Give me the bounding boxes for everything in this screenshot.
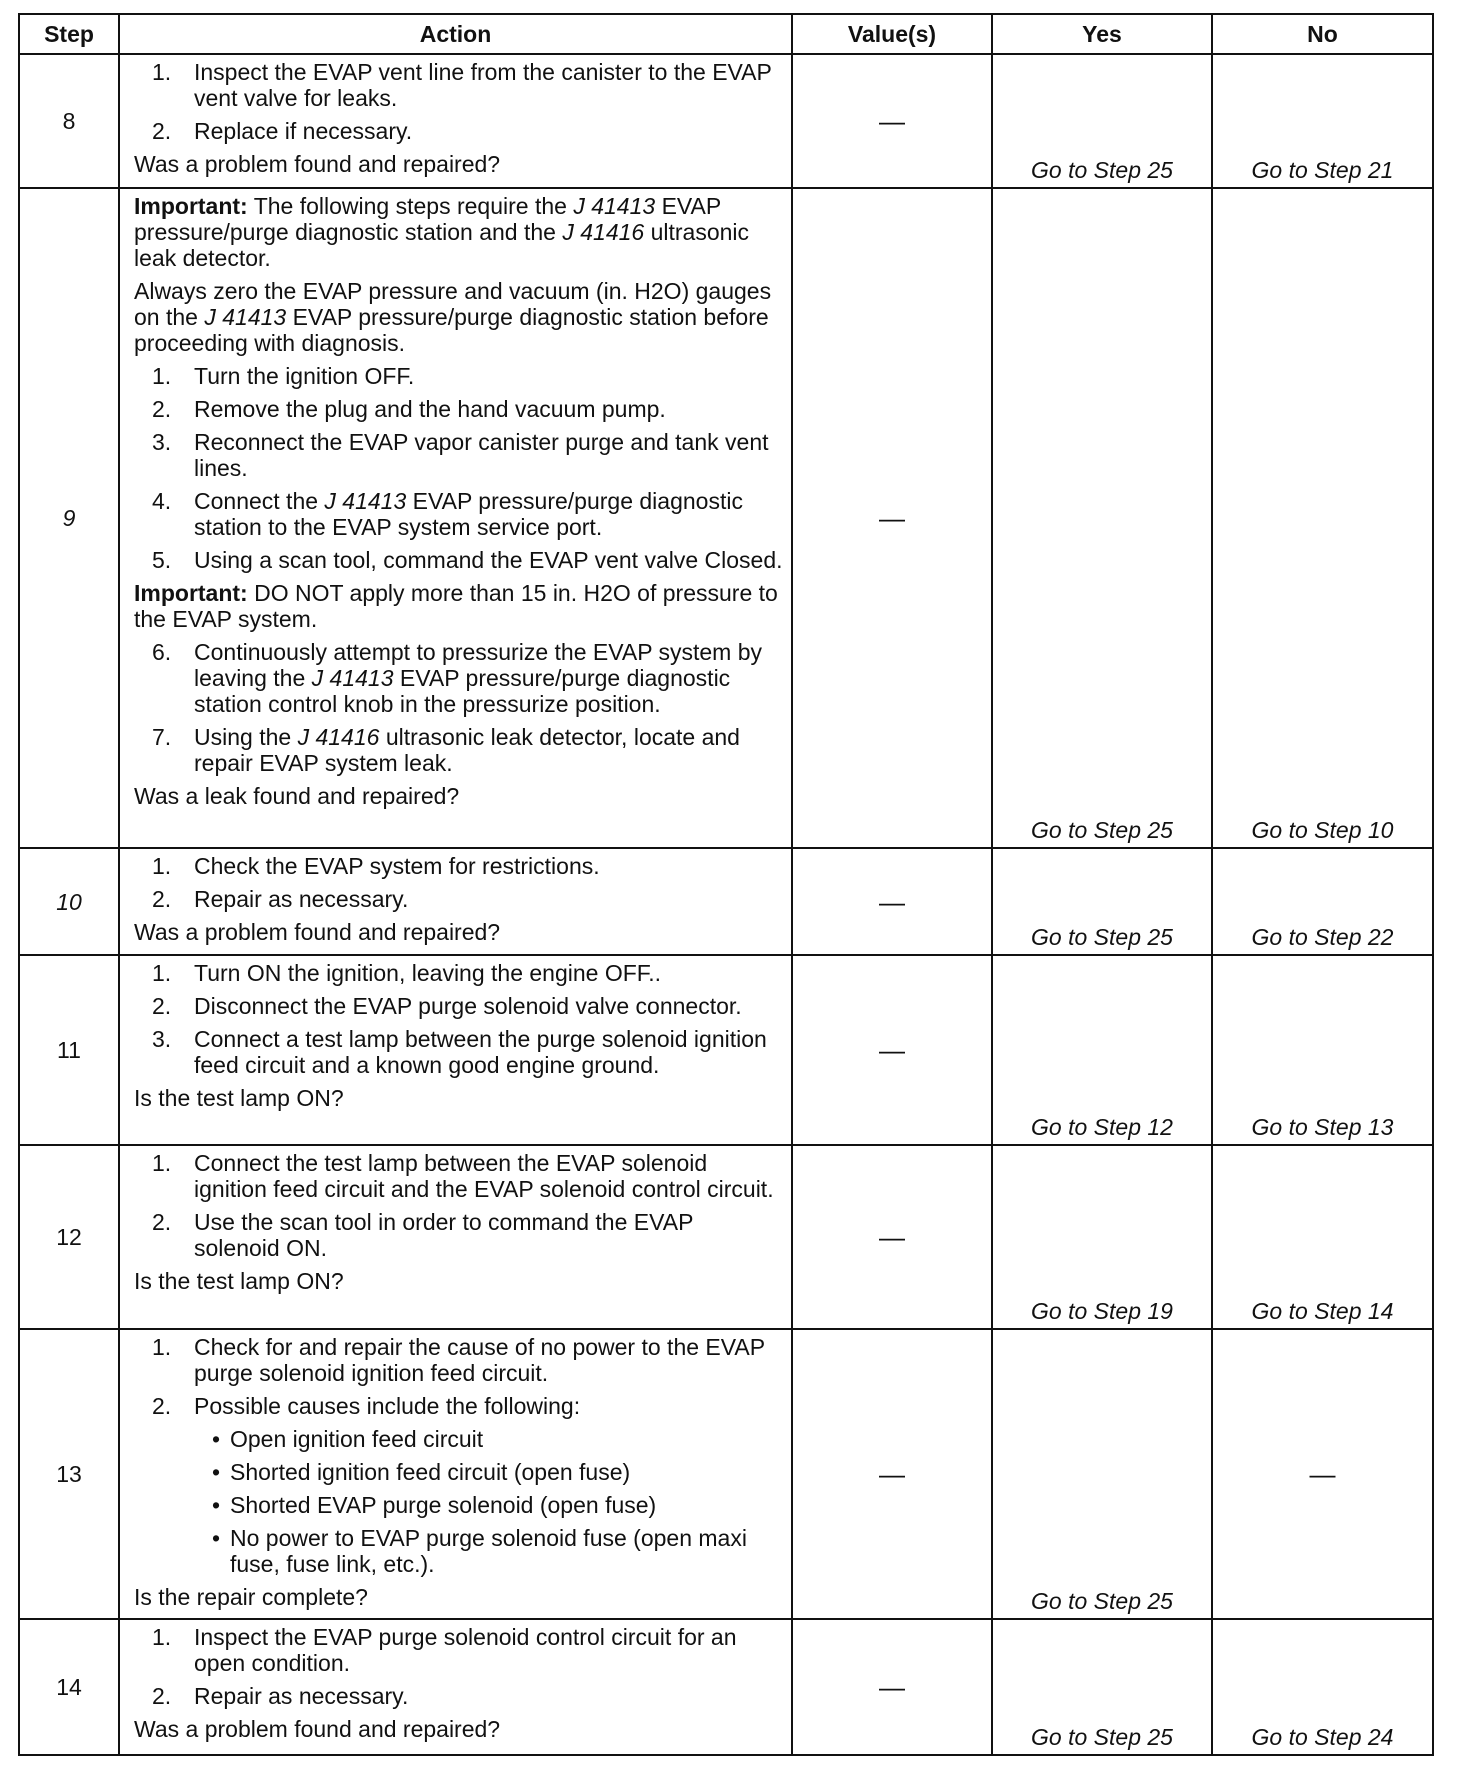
table-row	[19, 1329, 1433, 1619]
action-cell	[119, 848, 792, 955]
value-cell: —	[792, 955, 992, 1145]
zero-gauges-note: Always zero the EVAP pressure and vacuum (in. H2O) gauges on the J 41413 EVAP pressure/purge diagnostic station before proceeding with diagnosis.	[134, 278, 772, 356]
important-note: Important: DO NOT apply more than 15 in. H2O of pressure to the EVAP system.	[134, 580, 778, 632]
action-cell	[119, 1145, 792, 1329]
question: Is the repair complete?	[134, 1584, 368, 1610]
question: Was a problem found and repaired?	[134, 151, 501, 177]
list-item: 1. Check for and repair the cause of no power to the EVAP purge solenoid ignition feed circuit.	[152, 1334, 765, 1386]
bullet-item: • Shorted ignition feed circuit (open fuse)	[212, 1459, 631, 1485]
list-item: 2. Disconnect the EVAP purge solenoid valve connector.	[152, 993, 742, 1019]
value-cell: —	[792, 188, 992, 848]
value-cell: —	[792, 1329, 992, 1619]
value-cell: —	[792, 1619, 992, 1755]
step-number: 9	[19, 188, 119, 848]
question: Was a problem found and repaired?	[134, 919, 501, 945]
yes-link[interactable]: Go to Step 25	[992, 1619, 1212, 1755]
step-number: 11	[19, 955, 119, 1145]
list-item: 5. Using a scan tool, command the EVAP vent valve Closed.	[152, 547, 783, 573]
step-number: 13	[19, 1329, 119, 1619]
yes-link[interactable]: Go to Step 12	[992, 955, 1212, 1145]
table-row	[19, 1619, 1433, 1755]
list-item: 3. Reconnect the EVAP vapor canister purge and tank vent lines.	[152, 429, 769, 481]
no-link[interactable]: Go to Step 22	[1212, 848, 1433, 955]
table-row	[19, 848, 1433, 955]
yes-link[interactable]: Go to Step 19	[992, 1145, 1212, 1329]
question: Was a leak found and repaired?	[134, 783, 460, 809]
list-item: 1. Turn ON the ignition, leaving the engine OFF..	[152, 960, 662, 986]
yes-link[interactable]: Go to Step 25	[992, 848, 1212, 955]
question: Was a problem found and repaired?	[134, 1716, 501, 1742]
yes-link[interactable]: Go to Step 25	[992, 188, 1212, 848]
list-item: 7. Using the J 41416 ultrasonic leak detector, locate and repair EVAP system leak.	[152, 724, 740, 776]
no-link[interactable]: Go to Step 14	[1212, 1145, 1433, 1329]
yes-link[interactable]: Go to Step 25	[992, 54, 1212, 188]
value-cell: —	[792, 54, 992, 188]
list-item: 2. Possible causes include the following:	[152, 1393, 581, 1419]
header-yes: Yes	[992, 14, 1212, 54]
table-row	[19, 54, 1433, 188]
action-cell	[119, 955, 792, 1145]
list-item: 1. Inspect the EVAP purge solenoid control circuit for an open condition.	[152, 1624, 737, 1676]
bullet-item: • Shorted EVAP purge solenoid (open fuse)	[212, 1492, 657, 1518]
table-row	[19, 1145, 1433, 1329]
header-no: No	[1212, 14, 1433, 54]
list-item: 1. Connect the test lamp between the EVAP solenoid ignition feed circuit and the EVAP solenoid control circuit.	[152, 1150, 774, 1202]
important-note: Important: The following steps require the J 41413 EVAP pressure/purge diagnostic station and the J 41416 ultrasonic leak detector.	[134, 193, 750, 271]
header-row	[19, 14, 1433, 54]
question: Is the test lamp ON?	[134, 1085, 344, 1111]
header-action: Action	[119, 14, 792, 54]
no-link[interactable]: Go to Step 21	[1212, 54, 1433, 188]
list-item: 1. Inspect the EVAP vent line from the canister to the EVAP vent valve for leaks.	[152, 59, 772, 111]
no-link[interactable]: Go to Step 24	[1212, 1619, 1433, 1755]
question: Is the test lamp ON?	[134, 1268, 344, 1294]
action-cell	[119, 188, 792, 848]
diagnostic-table	[18, 13, 1434, 1756]
no-link[interactable]: Go to Step 10	[1212, 188, 1433, 848]
list-item: 2. Repair as necessary.	[152, 1683, 409, 1709]
list-item: 2. Use the scan tool in order to command the EVAP solenoid ON.	[152, 1209, 694, 1261]
header-values: Value(s)	[792, 14, 992, 54]
step-number: 8	[19, 54, 119, 188]
list-item: 6. Continuously attempt to pressurize the EVAP system by leaving the J 41413 EVAP pressure/purge diagnostic station control knob in the pressurize position.	[152, 639, 763, 717]
bullet-item: • Open ignition feed circuit	[212, 1426, 484, 1452]
table-row	[19, 188, 1433, 848]
table-row	[19, 955, 1433, 1145]
list-item: 2. Remove the plug and the hand vacuum pump.	[152, 396, 666, 422]
step-number: 12	[19, 1145, 119, 1329]
list-item: 2. Replace if necessary.	[152, 118, 413, 144]
list-item: 1. Turn the ignition OFF.	[152, 363, 415, 389]
value-cell: —	[792, 848, 992, 955]
value-cell: —	[792, 1145, 992, 1329]
step-number: 14	[19, 1619, 119, 1755]
list-item: 3. Connect a test lamp between the purge solenoid ignition feed circuit and a known good engine ground.	[152, 1026, 767, 1078]
list-item: 2. Repair as necessary.	[152, 886, 409, 912]
bullet-item: • No power to EVAP purge solenoid fuse (open maxi fuse, fuse link, etc.).	[212, 1525, 747, 1577]
yes-link[interactable]: Go to Step 25	[992, 1329, 1212, 1619]
action-cell	[119, 54, 792, 188]
step-number: 10	[19, 848, 119, 955]
no-cell: —	[1212, 1329, 1433, 1619]
no-link[interactable]: Go to Step 13	[1212, 955, 1433, 1145]
action-cell	[119, 1329, 792, 1619]
list-item: 1. Check the EVAP system for restrictions.	[152, 853, 600, 879]
list-item: 4. Connect the J 41413 EVAP pressure/purge diagnostic station to the EVAP system service port.	[152, 488, 743, 540]
action-cell	[119, 1619, 792, 1755]
header-step: Step	[19, 14, 119, 54]
